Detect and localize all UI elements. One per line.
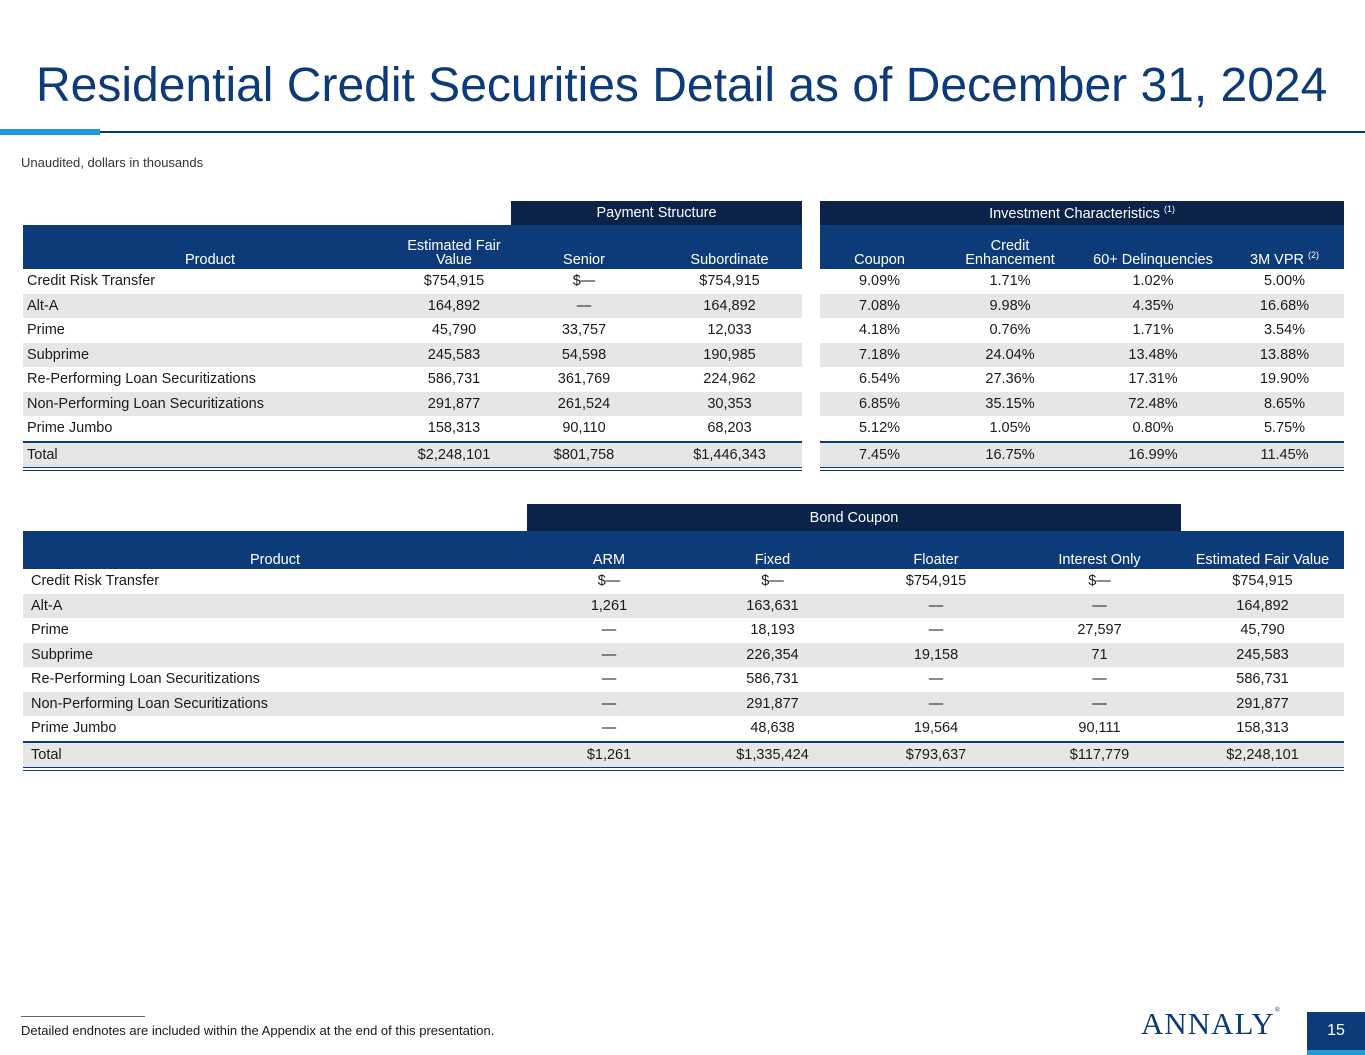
cell: 16.68% <box>1225 294 1344 319</box>
cell: 45,790 <box>431 322 477 339</box>
cell: 90,111 <box>1078 720 1121 737</box>
col-estimated-fair-value: Estimated Fair Value <box>1181 531 1344 569</box>
cell: $754,915 <box>699 273 760 290</box>
footnote: Detailed endnotes are included within the Appendix at the end of this presentation. <box>21 1023 495 1038</box>
cell: 5.75% <box>1263 420 1306 437</box>
table-row <box>23 416 1344 442</box>
cell: 291,877 <box>691 692 854 717</box>
cell: 33,757 <box>561 322 607 339</box>
group-bond-coupon: Bond Coupon <box>527 504 1181 531</box>
cell: $793,637 <box>854 742 1018 770</box>
col-credit-enhancement: Credit Enhancement <box>939 225 1081 269</box>
cell: — <box>854 692 1018 717</box>
cell: 226,354 <box>691 643 854 668</box>
cell: 12,033 <box>707 322 752 339</box>
cell: — <box>928 671 944 688</box>
cell: — <box>1092 671 1107 688</box>
cell-product: Prime Jumbo <box>31 720 117 737</box>
cell: 27.36% <box>985 371 1035 388</box>
cell: $117,779 <box>1018 742 1181 770</box>
cell-product: Alt-A <box>23 594 527 619</box>
footnote-rule <box>21 1016 145 1017</box>
group-payment-structure: Payment Structure <box>511 201 802 225</box>
cell: 17.31% <box>1128 371 1178 388</box>
page-title: Residential Credit Securities Detail as of December 31, 2024 <box>36 59 1328 112</box>
cell: 5.12% <box>858 420 901 437</box>
cell: 1.71% <box>1132 322 1174 339</box>
col-subordinate: Subordinate <box>657 225 802 269</box>
cell: 27,597 <box>1077 622 1122 639</box>
total-row <box>23 442 1344 470</box>
cell: 4.18% <box>858 322 901 339</box>
cell: $— <box>597 573 621 590</box>
cell: 164,892 <box>397 294 511 319</box>
cell-product: Re-Performing Loan Securitizations <box>27 371 256 388</box>
col-estimated-fair-value: Estimated Fair Value <box>397 225 511 269</box>
cell: 164,892 <box>657 294 802 319</box>
cell: 68,203 <box>707 420 752 437</box>
col-interest-only: Interest Only <box>1018 531 1181 569</box>
cell-product: Subprime <box>23 343 397 368</box>
cell: 163,631 <box>691 594 854 619</box>
table-row <box>23 594 1344 619</box>
col-arm: ARM <box>527 531 691 569</box>
cell: 224,962 <box>703 371 756 388</box>
cell-product: Credit Risk Transfer <box>27 273 156 290</box>
cell: — <box>854 594 1018 619</box>
table-row <box>23 269 1344 294</box>
cell-product: Alt-A <box>23 294 397 319</box>
table-row <box>23 318 1344 343</box>
cell: 54,598 <box>511 343 657 368</box>
cell: 5.00% <box>1263 273 1306 290</box>
col-coupon: Coupon <box>820 225 939 269</box>
title-rule-accent <box>0 129 100 135</box>
annaly-logo: ANNALY® <box>1141 1006 1282 1041</box>
cell: 245,583 <box>397 343 511 368</box>
col-product: Product <box>23 225 397 269</box>
cell: 0.80% <box>1132 420 1174 437</box>
cell: 158,313 <box>427 420 481 437</box>
cell: 72.48% <box>1081 392 1225 417</box>
cell: 361,769 <box>557 371 611 388</box>
cell: 19,564 <box>913 720 959 737</box>
table-row <box>23 716 1344 742</box>
table-row <box>23 618 1344 643</box>
cell: 11.45% <box>1225 442 1344 470</box>
cell: 1,261 <box>527 594 691 619</box>
cell: — <box>601 671 617 688</box>
cell: $— <box>1088 573 1111 590</box>
cell: 245,583 <box>1181 643 1344 668</box>
cell: $1,446,343 <box>657 442 802 470</box>
page-number: 15 <box>1307 1012 1365 1055</box>
cell: 7.18% <box>820 343 939 368</box>
payment-structure-table <box>23 201 1344 471</box>
cell: 190,985 <box>657 343 802 368</box>
col-fixed: Fixed <box>691 531 854 569</box>
cell: 9.09% <box>858 273 901 290</box>
table-row <box>23 294 1344 319</box>
cell: — <box>601 622 617 639</box>
cell-product: Non-Performing Loan Securitizations <box>23 692 527 717</box>
cell: 586,731 <box>746 671 799 688</box>
cell: — <box>527 643 691 668</box>
cell-product: Total <box>23 442 397 470</box>
subtitle: Unaudited, dollars in thousands <box>21 155 204 170</box>
cell: — <box>1018 594 1181 619</box>
cell-product: Prime <box>31 622 69 639</box>
cell: 7.45% <box>820 442 939 470</box>
bond-coupon-table <box>23 504 1344 771</box>
table-row <box>23 667 1344 692</box>
cell-product: Re-Performing Loan Securitizations <box>31 671 260 688</box>
cell: 0.76% <box>989 322 1031 339</box>
cell: — <box>511 294 657 319</box>
cell: $754,915 <box>905 573 967 590</box>
table-row <box>23 367 1344 392</box>
cell: $754,915 <box>1232 573 1293 590</box>
cell: 24.04% <box>939 343 1081 368</box>
cell: 164,892 <box>1181 594 1344 619</box>
cell: 18,193 <box>750 622 795 639</box>
cell: $754,915 <box>423 273 485 290</box>
cell-product: Total <box>23 742 527 770</box>
cell: 16.75% <box>939 442 1081 470</box>
cell: 13.48% <box>1081 343 1225 368</box>
cell: 30,353 <box>657 392 802 417</box>
cell: 4.35% <box>1081 294 1225 319</box>
cell: $1,261 <box>527 742 691 770</box>
col-3m-vpr: 3M VPR $^{(2)}$ <box>1225 225 1344 269</box>
table-row <box>23 643 1344 668</box>
cell: 6.54% <box>858 371 901 388</box>
cell: 586,731 <box>1236 671 1289 688</box>
cell: 45,790 <box>1240 622 1285 639</box>
table-row <box>23 569 1344 594</box>
cell: $2,248,101 <box>1181 742 1344 770</box>
cell: 291,877 <box>397 392 511 417</box>
cell-product: Prime <box>27 322 65 339</box>
cell: $801,758 <box>511 442 657 470</box>
cell-product: Subprime <box>23 643 527 668</box>
cell: 291,877 <box>1181 692 1344 717</box>
cell-product: Non-Performing Loan Securitizations <box>23 392 397 417</box>
cell: 1.71% <box>989 273 1031 290</box>
table-row <box>23 343 1344 368</box>
cell: — <box>601 720 617 737</box>
cell-product: Credit Risk Transfer <box>31 573 160 590</box>
table-row <box>23 392 1344 417</box>
cell: — <box>928 622 944 639</box>
cell: 16.99% <box>1081 442 1225 470</box>
cell: 13.88% <box>1225 343 1344 368</box>
total-row <box>23 742 1344 770</box>
cell: 586,731 <box>427 371 481 388</box>
col-floater: Floater <box>854 531 1018 569</box>
cell-product: Prime Jumbo <box>27 420 113 437</box>
cell: 1.02% <box>1132 273 1174 290</box>
cell: 1.05% <box>989 420 1031 437</box>
cell: $1,335,424 <box>691 742 854 770</box>
cell: 90,110 <box>562 420 606 437</box>
cell: 7.08% <box>820 294 939 319</box>
cell: 3.54% <box>1263 322 1306 339</box>
cell: $— <box>572 273 596 290</box>
col-senior: Senior <box>511 225 657 269</box>
cell: 19.90% <box>1259 371 1310 388</box>
col-product: Product <box>23 531 527 569</box>
cell: 6.85% <box>820 392 939 417</box>
cell: 261,524 <box>511 392 657 417</box>
cell: $— <box>761 573 784 590</box>
col-delinquencies: 60+ Delinquencies <box>1081 225 1225 269</box>
cell: 48,638 <box>750 720 795 737</box>
cell: 8.65% <box>1225 392 1344 417</box>
cell: 71 <box>1018 643 1181 668</box>
cell: $2,248,101 <box>397 442 511 470</box>
cell: 19,158 <box>854 643 1018 668</box>
cell: — <box>1018 692 1181 717</box>
cell: 35.15% <box>939 392 1081 417</box>
cell: 9.98% <box>939 294 1081 319</box>
group-investment-characteristics: Investment Characteristics $^{(1)}$ <box>820 201 1344 225</box>
cell: 158,313 <box>1236 720 1289 737</box>
table-row <box>23 692 1344 717</box>
title-rule <box>0 131 1365 133</box>
cell: — <box>527 692 691 717</box>
